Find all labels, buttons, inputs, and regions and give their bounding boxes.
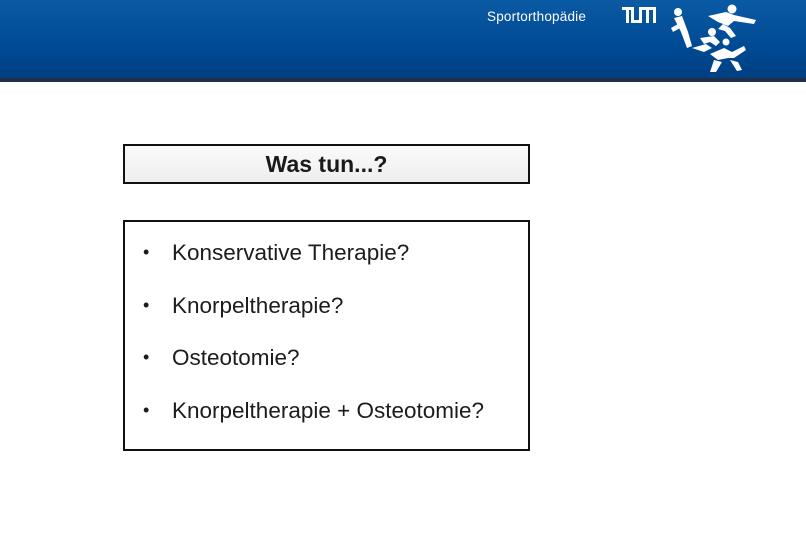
bullet-icon: •	[143, 242, 150, 262]
bullet-icon: •	[143, 399, 150, 420]
content-box	[123, 220, 530, 451]
slide-title-box	[123, 144, 530, 184]
bullet-icon: •	[143, 347, 150, 367]
bullet-icon: •	[143, 294, 150, 315]
header-divider	[0, 78, 806, 82]
list-item	[143, 293, 484, 346]
athletes-logo-icon	[668, 2, 768, 74]
tum-logo-icon	[622, 7, 656, 23]
list-item	[143, 240, 484, 293]
list-item-text: Knorpeltherapie?	[172, 292, 344, 318]
slide-title: Was tun...?	[265, 150, 388, 177]
list-item-text: Konservative Therapie?	[172, 240, 410, 265]
list-item	[143, 345, 484, 398]
brand-name: Sportorthopädie	[487, 9, 587, 24]
list-item-text: Knorpeltherapie + Osteotomie?	[172, 397, 485, 423]
list-item-text: Osteotomie?	[172, 345, 300, 370]
bullet-list	[143, 240, 484, 450]
list-item	[143, 398, 484, 451]
